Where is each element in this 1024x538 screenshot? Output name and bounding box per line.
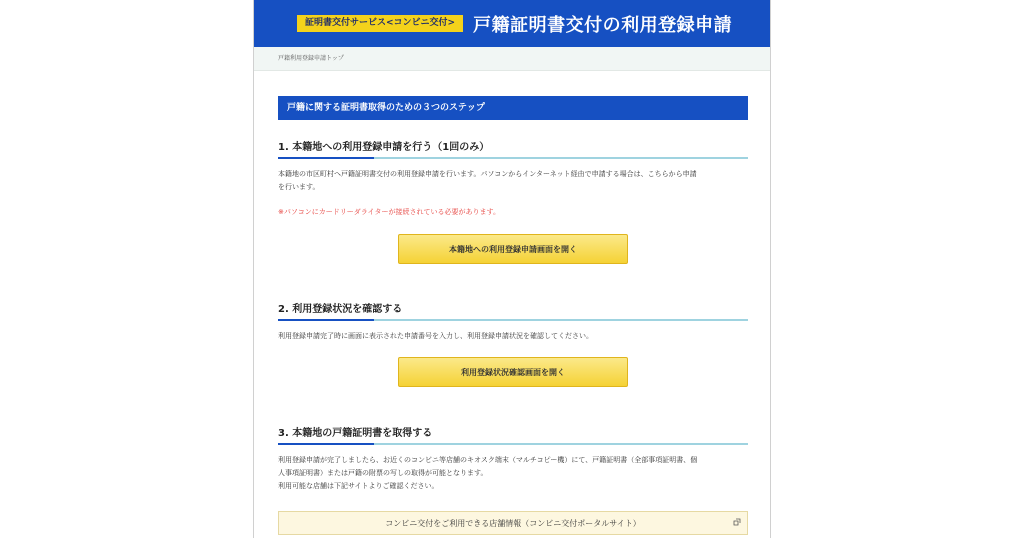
step3-text-line1: 利用登録申請が完了しましたら、お近くのコンビニ等店舗のキオスク端末（マルチコピー機）にて、戸籍証明書（全部事項証明書、個 (278, 456, 698, 464)
store-info-link[interactable] (278, 511, 748, 535)
step2-heading: 2. 利用登録状況を確認する (278, 300, 748, 321)
service-badge: 証明書交付サービス<コンビニ交付> (297, 15, 463, 32)
step1-text-line2: を行います。 (278, 183, 320, 191)
store-info-link-label: コンビニ交付をご利用できる店舗情報（コンビニ交付ポータルサイト） (385, 518, 641, 528)
step1-description (278, 168, 748, 194)
page-container (253, 0, 771, 538)
open-registration-button[interactable]: 本籍地への利用登録申請画面を開く (398, 234, 628, 264)
page-title: 戸籍証明書交付の利用登録申請 (473, 14, 733, 36)
step3-heading: 3. 本籍地の戸籍証明書を取得する (278, 424, 748, 445)
page-header (254, 0, 770, 47)
step1-text-line1: 本籍地の市区町村へ戸籍証明書交付の利用登録申請を行います。パソコンからインターネット経由で申請する場合は、こちらから申請 (278, 170, 697, 178)
step2-description (278, 330, 748, 343)
step3-text-line3: 利用可能な店舗は下記サイトよりご確認ください。 (278, 482, 439, 490)
step3-text-line2: 人事項証明書）または戸籍の附票の写しの取得が可能となります。 (278, 469, 488, 477)
card-reader-note: ※パソコンにカードリーダライターが接続されている必要があります。 (278, 208, 500, 216)
step2-text-line1: 利用登録申請完了時に画面に表示された申請番号を入力し、利用登録申請状況を確認してください。 (278, 332, 593, 340)
open-status-check-button[interactable]: 利用登録状況確認画面を開く (398, 357, 628, 387)
steps-banner: 戸籍に関する証明書取得のための３つのステップ (278, 96, 748, 120)
step3-description (278, 454, 748, 493)
external-link-icon (733, 518, 741, 528)
breadcrumb (254, 47, 770, 71)
step1-heading: 1. 本籍地への利用登録申請を行う（1回のみ） (278, 138, 748, 159)
breadcrumb-item-top[interactable]: 戸籍利用登録申請トップ (278, 55, 344, 62)
